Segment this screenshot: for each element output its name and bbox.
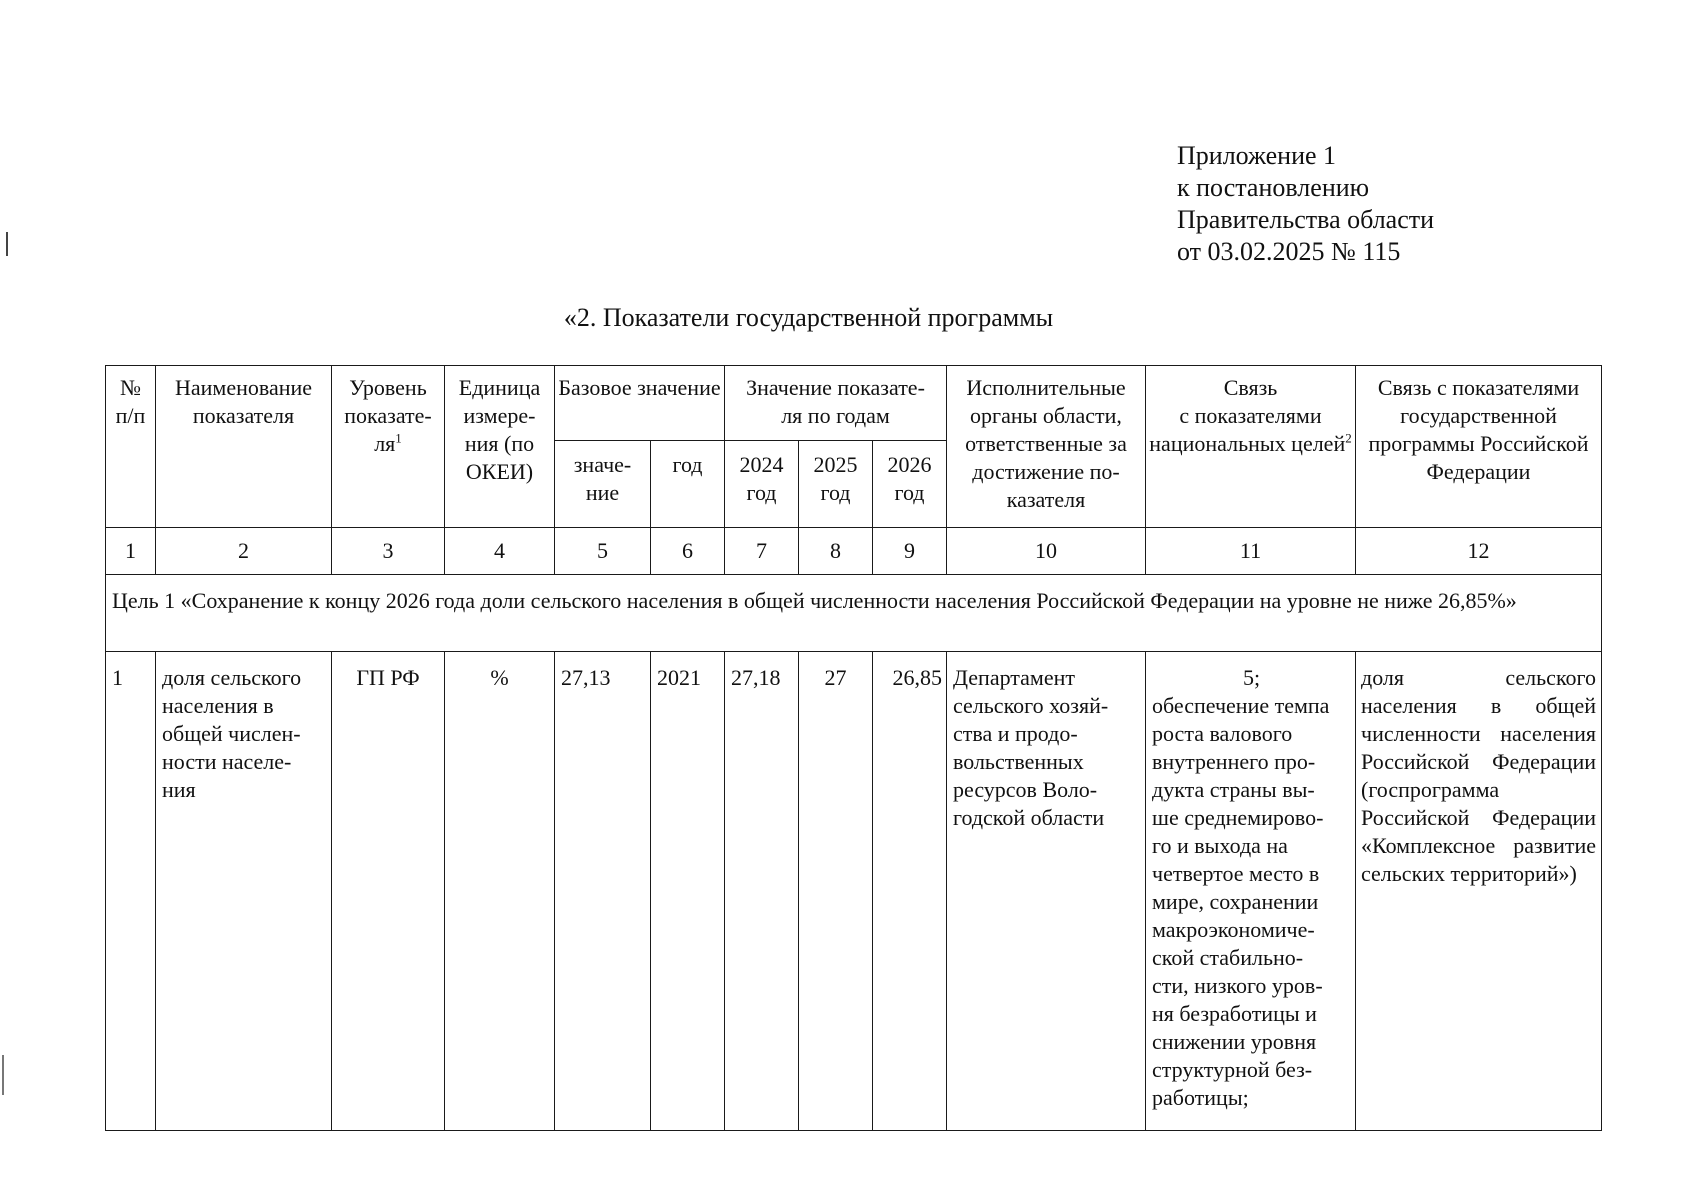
column-number: 6 [651, 528, 725, 575]
indicators-table [105, 365, 1602, 1131]
goal-text: Цель 1 «Сохранение к концу 2026 года доли сельского населения в общей численности населения Российской Федерации на уровне не ниже 26,85%» [106, 575, 1602, 652]
goal-row [106, 575, 1602, 652]
footnote-marker: 2 [1345, 430, 1352, 446]
base-value: 27,13 [555, 652, 651, 1131]
header-year-2026: 2026 год [873, 441, 947, 528]
table-row [106, 652, 1602, 1131]
scan-mark-bottom [2, 1055, 4, 1095]
appendix-line: к постановлению [1177, 173, 1370, 202]
responsible-executors: Департамент сельского хозяй- ства и продо- вольственных ресурсов Воло- годской области [947, 652, 1146, 1131]
base-year: 2021 [651, 652, 725, 1131]
column-number: 5 [555, 528, 651, 575]
header-executors: Исполнительные органы области, ответственные за достижение по- казателя [947, 366, 1146, 528]
column-number: 11 [1146, 528, 1356, 575]
column-number: 10 [947, 528, 1146, 575]
header-indicator-level: Уровень показате- $ля^1$ [332, 366, 445, 528]
indicator-unit: % [445, 652, 555, 1131]
row-number: 1 [106, 652, 156, 1131]
rf-program-link: доля сельского населения в общей численности населения Российской Федерации (госпрограмма Российской Федерации «Комплексное развитие сельских территорий») [1356, 652, 1602, 1131]
header-year-2025: 2025 год [799, 441, 873, 528]
national-goal-text: обеспечение темпа роста валового внутреннего про- дукта страны вы- ше среднемирово- го и выхода на четвертое место в мире, сохранении макроэкономиче- ской стабильно- сти, низкого уров- ня безработицы и снижении уровня структурной без- работицы; [1152, 693, 1330, 1110]
indicator-level: ГП РФ [332, 652, 445, 1131]
header-base-value: значе- ние [555, 441, 651, 528]
column-number: 12 [1356, 528, 1602, 575]
column-number: 8 [799, 528, 873, 575]
column-numbers-row [106, 528, 1602, 575]
column-number: 4 [445, 528, 555, 575]
footnote-marker: 1 [395, 430, 402, 446]
header-year-2024: 2024 год [725, 441, 799, 528]
header-row [106, 366, 1602, 441]
appendix-date: от 03.02.2025 № 115 [1177, 237, 1401, 266]
column-number: 9 [873, 528, 947, 575]
indicator-name: доля сельского населения в общей числен- ности населе- ния [156, 652, 332, 1131]
header-num: № п/п [106, 366, 156, 528]
header-unit: Единица измере- ния (по ОКЕИ) [445, 366, 555, 528]
column-number: 2 [156, 528, 332, 575]
value-2025: 27 [799, 652, 873, 1131]
national-goals-cell [1146, 652, 1356, 1131]
appendix-stamp [1177, 140, 1434, 268]
appendix-line: Правительства области [1177, 205, 1435, 234]
header-national-goals: Связь с показателями национальных целей$^2$ [1146, 366, 1356, 528]
column-number: 7 [725, 528, 799, 575]
header-rf-program: Связь с показателями государственной программы Российской Федерации [1356, 366, 1602, 528]
scan-mark-top [6, 232, 8, 256]
header-base-value-group: Базовое значение [555, 366, 725, 441]
value-2024: 27,18 [725, 652, 799, 1131]
document-title: «2. Показатели государственной программы [563, 303, 1054, 332]
header-indicator-name: Наименование показателя [156, 366, 332, 528]
header-years-group: Значение показате- ля по годам [725, 366, 947, 441]
column-number: 1 [106, 528, 156, 575]
national-goal-number: 5; [1242, 665, 1261, 690]
appendix-line: Приложение 1 [1177, 141, 1337, 170]
column-number: 3 [332, 528, 445, 575]
header-base-year: год [651, 441, 725, 528]
value-2026: 26,85 [873, 652, 947, 1131]
